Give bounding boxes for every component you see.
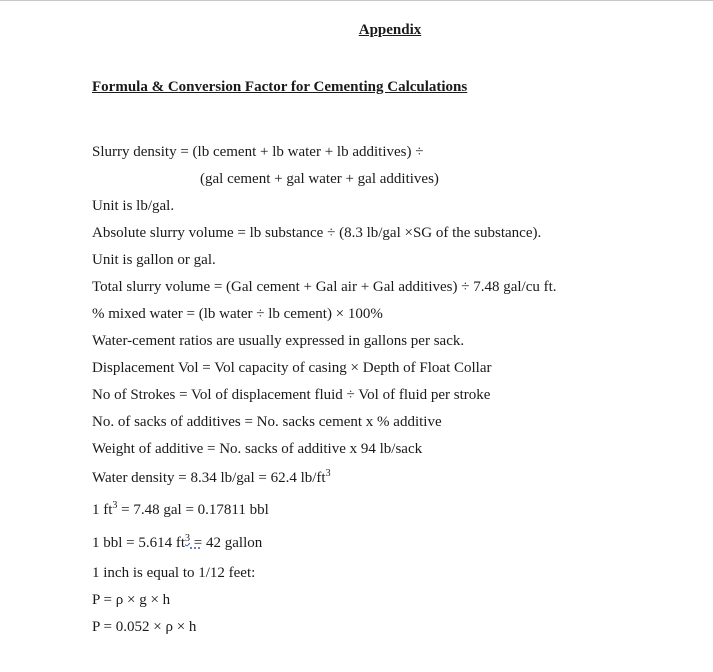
appendix-title: Appendix — [358, 22, 422, 38]
water-density-exponent: 3 — [325, 468, 331, 479]
slurry-density-formula: Slurry density = (lb cement + lb water + lb additives) ÷ — [92, 144, 424, 160]
unit-lb-gal: Unit is lb/gal. — [92, 198, 175, 214]
mixed-water-formula: % mixed water = (lb water ÷ lb cement) × 100% — [92, 306, 383, 322]
water-density-text: Water density = 8.34 lb/gal = 62.4 lb/ft — [92, 470, 326, 486]
cubic-foot-equivalents: = 7.48 gal = 0.17811 bbl — [117, 502, 269, 518]
weight-of-additive-formula: Weight of additive = No. sacks of additive x 94 lb/sack — [92, 441, 423, 457]
slurry-density-denominator: (gal cement + gal water + gal additives) — [200, 171, 439, 187]
pressure-formula: P = ρ × g × h — [92, 592, 171, 608]
barrel-equals-sign: = — [190, 535, 203, 551]
total-slurry-volume-formula: Total slurry volume = (Gal cement + Gal air + Gal additives) ÷ 7.48 gal/cu ft. — [92, 279, 557, 295]
barrel-gallons: 42 gallon — [202, 535, 263, 551]
absolute-slurry-volume-formula: Absolute slurry volume = lb substance ÷ (8.3 lb/gal ×SG of the substance). — [92, 225, 542, 241]
number-of-strokes-formula: No of Strokes = Vol of displacement fluid ÷ Vol of fluid per stroke — [92, 387, 491, 403]
barrel-conversion-line — [92, 533, 262, 553]
inch-to-feet-note: 1 inch is equal to 1/12 feet: — [92, 565, 256, 581]
unit-gallon: Unit is gallon or gal. — [92, 252, 216, 268]
section-heading: Formula & Conversion Factor for Cementing Calculations — [92, 79, 468, 95]
cubic-foot-text: 1 ft — [92, 502, 113, 518]
water-cement-ratio-note: Water-cement ratios are usually expressed in gallons per sack. — [92, 333, 465, 349]
barrel-text: 1 bbl = 5.614 ft — [92, 535, 186, 551]
cubic-foot-exponent: 3 — [112, 500, 118, 511]
barrel-exponent: 3 — [185, 533, 191, 544]
displacement-volume-formula: Displacement Vol = Vol capacity of casing × Depth of Float Collar — [92, 360, 492, 376]
sacks-of-additives-formula: No. of sacks of additives = No. sacks cement x % additive — [92, 414, 442, 430]
cubic-foot-conversion-line — [92, 500, 269, 520]
pressure-field-formula: P = 0.052 × ρ × h — [92, 619, 197, 635]
water-density-line — [92, 468, 331, 488]
